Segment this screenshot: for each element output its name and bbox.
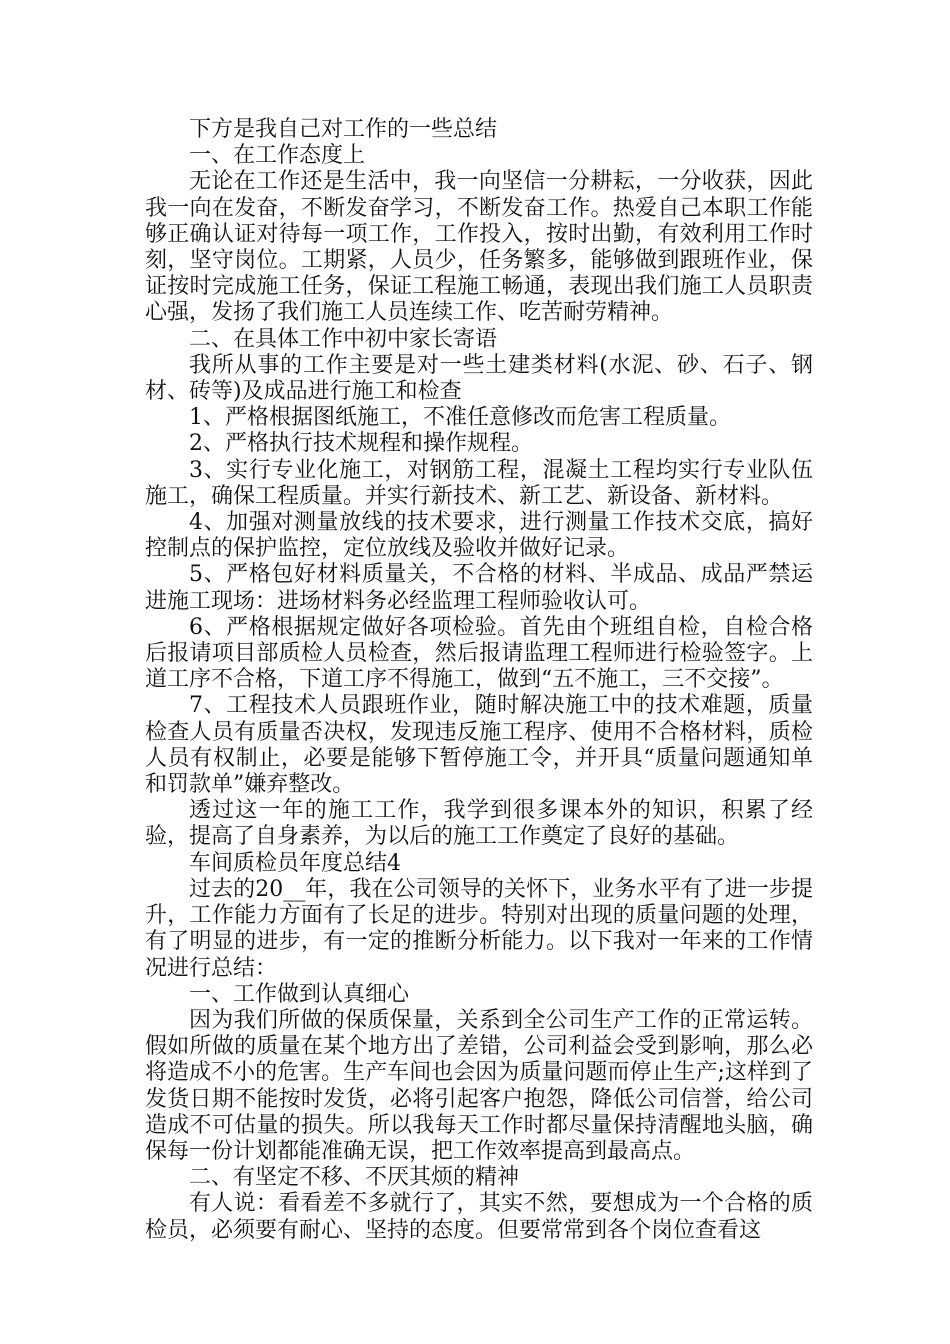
heading-careful-work: 一、工作做到认真细心 xyxy=(189,981,410,1007)
heading-perseverance: 二、有坚定不移、不厌其烦的精神 xyxy=(189,1165,520,1191)
document-body xyxy=(145,117,813,1244)
list-item-3: 3、实行专业化施工，对钢筋工程，混凝土工程均实行专业队伍施工，确保工程质量。并实行新技术、新工艺、新设备、新材料。 xyxy=(145,457,813,509)
paragraph-past-year: 过去的20__年，我在公司领导的关怀下，业务水平有了进一步提升，工作能力方面有了长足的进步。特别对出现的质量问题的处理，有了明显的进步，有一定的推断分析能力。以下我对一年来的工作情况进行总结： xyxy=(145,876,813,981)
paragraph-perseverance: 有人说：看看差不多就行了，其实不然，要想成为一个合格的质检员，必须要有耐心、坚持的态度。但要常常到各个岗位查看这 xyxy=(145,1191,813,1243)
list-item-1: 1、严格根据图纸施工，不准任意修改而危害工程质量。 xyxy=(189,405,731,431)
list-item-6: 6、严格根据规定做好各项检验。首先由个班组自检，自检合格后报请项目部质检人员检查，然后报请监理工程师进行检验签字。上道工序不合格，下道工序不得施工，做到“五不施工，三不交接”。 xyxy=(145,614,813,693)
list-item-2: 2、严格执行技术规程和操作规程。 xyxy=(189,431,533,457)
paragraph-summary: 透过这一年的施工工作，我学到很多课本外的知识，积累了经验，提高了自身素养，为以后的施工工作奠定了良好的基础。 xyxy=(145,798,813,850)
list-item-5: 5、严格包好材料质量关，不合格的材料、半成品、成品严禁运进施工现场：进场材料务必经监理工程师验收认可。 xyxy=(145,562,813,614)
list-item-7: 7、工程技术人员跟班作业，随时解决施工中的技术难题，质量检查人员有质量否决权，发现违反施工程序、使用不合格材料，质检人员有权制止，必要是能够下暂停施工令，并开具“质量问题通知单和罚款单”嫌弃整改。 xyxy=(145,693,813,798)
paragraph-intro: 下方是我自己对工作的一些总结 xyxy=(189,117,498,142)
paragraph-work-attitude: 无论在工作还是生活中，我一向坚信一分耕耘，一分收获，因此我一向在发奋，不断发奋学习，不断发奋工作。热爱自己本职工作能够正确认证对待每一项工作，工作投入，按时出勤，有效利用工作时刻，坚守岗位。工期紧，人员少，任务繁多，能够做到跟班作业，保证按时完成施工任务，保证工程施工畅通，表现出我们施工人员职责心强，发扬了我们施工人员连续工作、吃苦耐劳精神。 xyxy=(145,169,813,326)
paragraph-specific-work: 我所从事的工作主要是对一些土建类材料(水泥、砂、石子、钢材、砖等)及成品进行施工和检查 xyxy=(145,352,813,405)
list-item-4: 4、加强对测量放线的技术要求，进行测量工作技术交底，搞好控制点的保护监控，定位放线及验收并做好记录。 xyxy=(145,510,813,562)
section-title-summary-4: 车间质检员年度总结4 xyxy=(189,850,401,876)
heading-work-attitude: 一、在工作态度上 xyxy=(189,143,366,169)
heading-specific-work: 二、在具体工作中初中家长寄语 xyxy=(189,326,498,352)
paragraph-careful-work: 因为我们所做的保质保量，关系到全公司生产工作的正常运转。假如所做的质量在某个地方出了差错，公司利益会受到影响，那么必将造成不小的危害。生产车间也会因为质量问题而停止生产;这样到了发货日期不能按时发货，必将引起客户抱怨，降低公司信誉，给公司造成不可估量的损失。所以我每天工作时都尽量保持清醒地头脑，确保每一份计划都能准确无误，把工作效率提高到最高点。 xyxy=(145,1007,813,1164)
